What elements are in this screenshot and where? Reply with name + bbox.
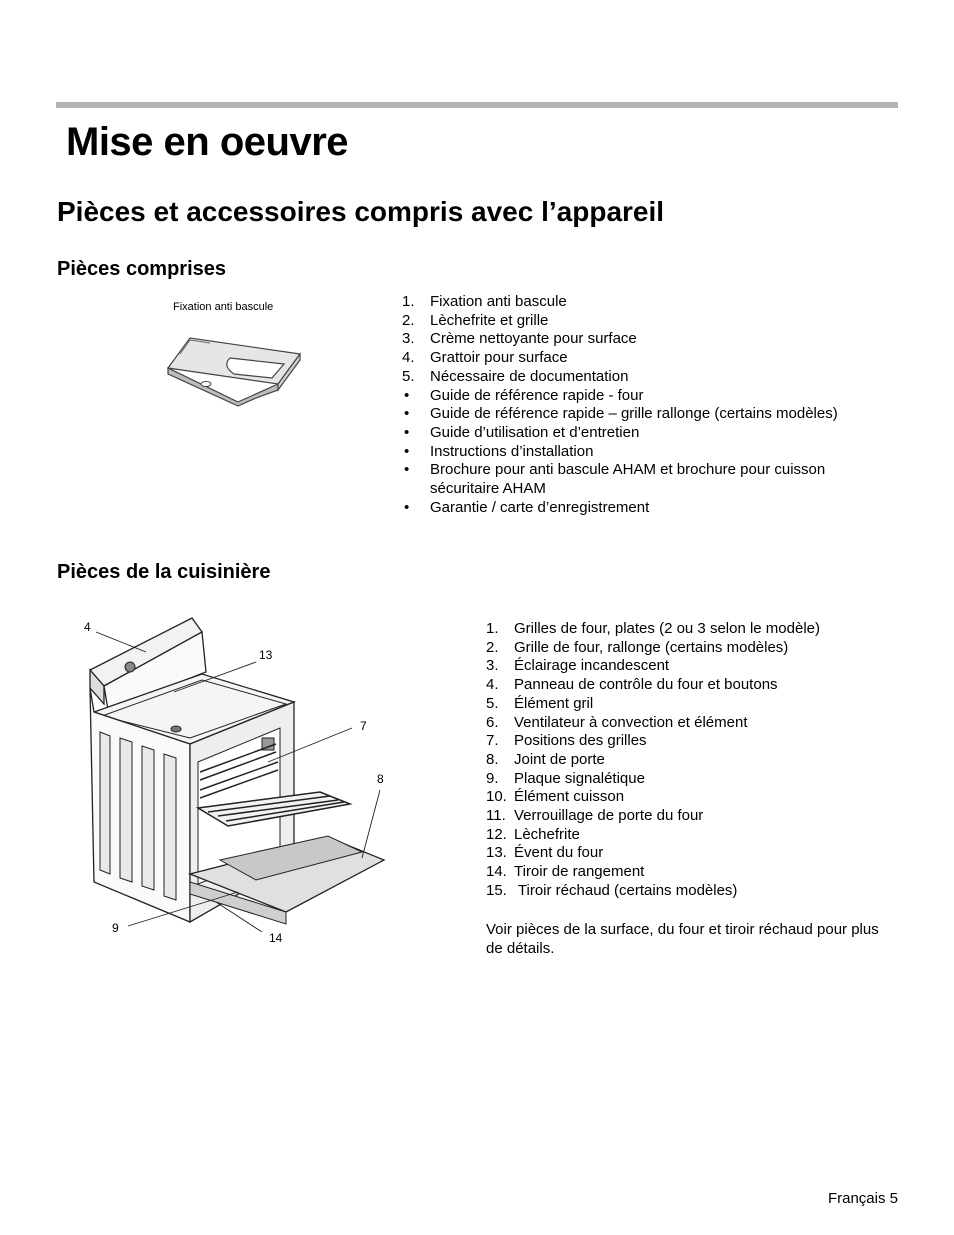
list-item: 15. Tiroir réchaud (certains modèles): [486, 881, 738, 899]
callout-7: 7: [360, 719, 367, 733]
list-item: 3. Crème nettoyante pour surface: [402, 330, 637, 348]
section-title: Pièces et accessoires compris avec l’appareil: [57, 196, 665, 227]
parts-included-heading: Pièces comprises: [57, 258, 226, 280]
list-item: 11. Verrouillage de porte du four: [486, 807, 704, 825]
range-parts-heading: Pièces de la cuisinière: [57, 561, 271, 583]
list-item: 5. Nécessaire de documentation • Guide de référence rapide - four • Guide de référence rapide – grille rallonge (certains modèles) • Guide d’utilisation et d’entretien • Instructions d’installation • Brochure pour anti bascule AHAM et brochure pour cuisson sécuritaire AHAM • Garantie / carte d’enregistrement: [402, 368, 902, 518]
bullet-item: • Garantie / carte d’enregistrement: [404, 498, 650, 516]
bullet-item: • Brochure pour anti bascule AHAM et brochure pour cuisson sécuritaire AHAM: [404, 461, 826, 498]
list-item: 1. Fixation anti bascule: [402, 293, 567, 310]
list-item: 1. Grilles de four, plates (2 ou 3 selon le modèle): [486, 620, 820, 637]
anti-tip-bracket-illustration: [160, 318, 310, 410]
bullet-item: • Instructions d’installation: [404, 442, 594, 460]
list-item: 4. Panneau de contrôle du four et boutons: [486, 676, 778, 694]
callout-8: 8: [377, 772, 384, 786]
anti-tip-figure-caption: Fixation anti bascule: [173, 301, 274, 313]
callout-4: 4: [84, 620, 91, 634]
list-item: 3. Éclairage incandescent: [486, 657, 670, 675]
list-item: 7. Positions des grilles: [486, 732, 647, 750]
list-item: 9. Plaque signalétique: [486, 769, 645, 787]
range-parts-list: [486, 620, 906, 901]
list-item: 2. Lèchefrite et grille: [402, 311, 549, 329]
list-item: 8. Joint de porte: [486, 750, 605, 768]
bullet-item: • Guide de référence rapide - four: [404, 386, 644, 404]
list-item: 5. Élément gril: [486, 694, 594, 712]
list-item: 12. Lèchefrite: [486, 825, 580, 843]
list-item: 14. Tiroir de rangement: [486, 863, 645, 881]
page-footer: Français 5: [827, 1190, 898, 1207]
range-illustration: [80, 612, 390, 932]
list-item: 10. Élément cuisson: [486, 788, 625, 806]
page-title: Mise en oeuvre: [66, 120, 349, 164]
callout-13: 13: [259, 648, 273, 662]
callout-14: 14: [269, 931, 283, 945]
list-item: 2. Grille de four, rallonge (certains modèles): [486, 638, 789, 656]
top-rule: [56, 102, 898, 108]
details-note: Voir pièces de la surface, du four et tiroir réchaud pour plus de détails.: [486, 921, 879, 957]
included-parts-list: [402, 293, 902, 517]
callout-9: 9: [112, 921, 119, 935]
documentation-list: [402, 387, 902, 518]
list-item: 6. Ventilateur à convection et élément: [486, 713, 748, 731]
bullet-item: • Guide d’utilisation et d’entretien: [404, 423, 640, 441]
bullet-item: • Guide de référence rapide – grille rallonge (certains modèles): [404, 405, 838, 423]
list-item: 13. Évent du four: [486, 844, 604, 862]
list-item: 4. Grattoir pour surface: [402, 349, 568, 367]
